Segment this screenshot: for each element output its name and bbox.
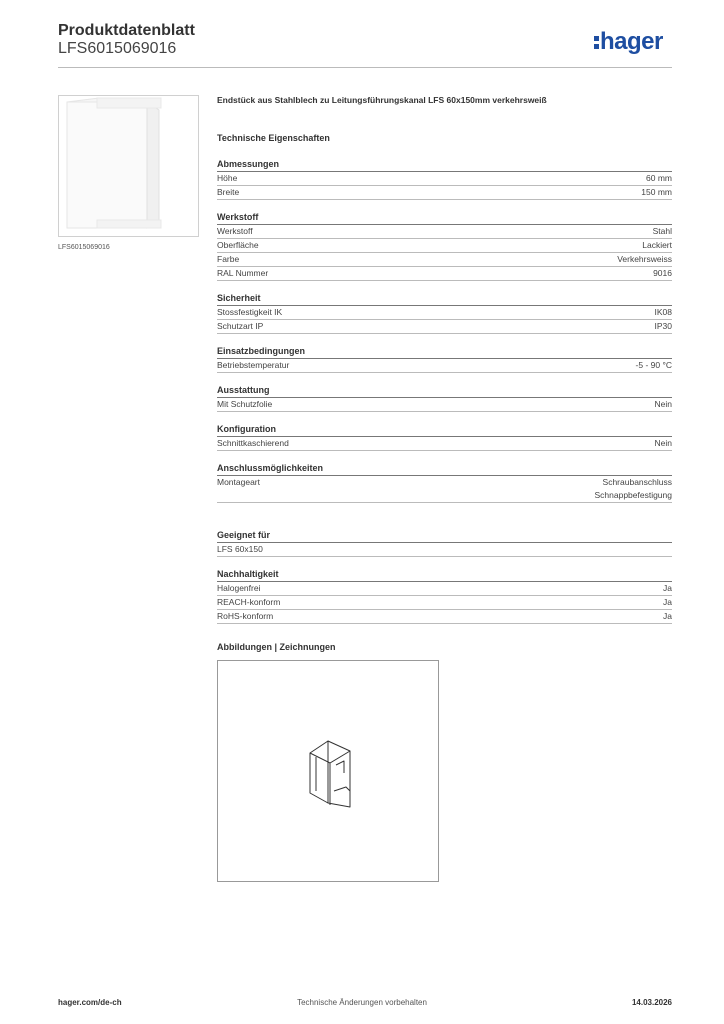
group-suitable-for bbox=[217, 529, 672, 557]
row-value-multi bbox=[594, 476, 672, 502]
end-piece-drawing-icon bbox=[306, 733, 356, 813]
thumbnail-caption: LFS6015069016 bbox=[58, 244, 110, 251]
group-title: Nachhaltigkeit bbox=[217, 568, 672, 582]
row-value: Nein bbox=[654, 399, 672, 409]
row-value: Schraubanschluss bbox=[602, 477, 672, 487]
row-label: Schutzart IP bbox=[217, 321, 264, 331]
product-title: Endstück aus Stahlblech zu Leitungsführungskanal LFS 60x150mm verkehrsweiß bbox=[217, 95, 547, 105]
row-label: Farbe bbox=[217, 254, 240, 264]
hager-logo[interactable] bbox=[594, 28, 663, 56]
row-label: Mit Schutzfolie bbox=[217, 399, 273, 409]
group-configuration bbox=[217, 423, 672, 451]
table-row bbox=[217, 225, 672, 239]
footer-date: 14.03.2026 bbox=[631, 998, 672, 1007]
row-value: Verkehrsweiss bbox=[617, 254, 672, 264]
group-title: Konfiguration bbox=[217, 423, 672, 437]
table-row bbox=[217, 172, 672, 186]
group-operating-conditions bbox=[217, 345, 672, 373]
logo-text: hager bbox=[600, 28, 663, 55]
header-divider bbox=[58, 67, 672, 68]
footer-website-link[interactable]: hager.com/de-ch bbox=[58, 998, 122, 1007]
table-row bbox=[217, 320, 672, 334]
group-title: Ausstattung bbox=[217, 384, 672, 398]
group-title: Anschlussmöglichkeiten bbox=[217, 462, 672, 476]
table-row bbox=[217, 476, 672, 503]
row-value: Lackiert bbox=[642, 240, 672, 250]
group-title: Einsatzbedingungen bbox=[217, 345, 672, 359]
row-label: Höhe bbox=[217, 173, 238, 183]
row-value: 150 mm bbox=[641, 187, 672, 197]
drawing-frame bbox=[217, 660, 439, 882]
group-title: Sicherheit bbox=[217, 292, 672, 306]
figures-heading: Abbildungen | Zeichnungen bbox=[217, 642, 336, 652]
table-row bbox=[217, 359, 672, 373]
group-title: Geeignet für bbox=[217, 529, 672, 543]
header-title: Produktdatenblatt bbox=[58, 22, 195, 39]
group-connection-options bbox=[217, 462, 672, 503]
group-material bbox=[217, 211, 672, 281]
table-row bbox=[217, 306, 672, 320]
group-safety bbox=[217, 292, 672, 334]
row-label: Stossfestigkeit IK bbox=[217, 307, 283, 317]
group-equipment bbox=[217, 384, 672, 412]
row-label: Werkstoff bbox=[217, 226, 253, 236]
tech-heading: Technische Eigenschaften bbox=[217, 133, 330, 143]
row-value: 9016 bbox=[653, 268, 672, 278]
article-number: LFS6015069016 bbox=[58, 40, 177, 57]
row-label: REACH-konform bbox=[217, 597, 281, 607]
row-value: Nein bbox=[654, 438, 672, 448]
table-row bbox=[217, 398, 672, 412]
row-value: 60 mm bbox=[646, 173, 672, 183]
footer-disclaimer: Technische Änderungen vorbehalten bbox=[297, 998, 427, 1007]
row-label: RAL Nummer bbox=[217, 268, 269, 278]
table-row bbox=[217, 239, 672, 253]
row-value: IP30 bbox=[654, 321, 672, 331]
row-label: Betriebstemperatur bbox=[217, 360, 290, 370]
row-label: Breite bbox=[217, 187, 240, 197]
table-row bbox=[217, 582, 672, 596]
row-value: IK08 bbox=[654, 307, 672, 317]
row-value-secondary: Schnappbefestigung bbox=[594, 490, 672, 500]
row-label: Schnittkaschierend bbox=[217, 438, 289, 448]
row-value: Ja bbox=[663, 597, 672, 607]
table-row bbox=[217, 610, 672, 624]
table-row bbox=[217, 253, 672, 267]
group-sustainability bbox=[217, 568, 672, 624]
row-value: -5 - 90 °C bbox=[635, 360, 672, 370]
product-details bbox=[217, 95, 672, 882]
row-value: Ja bbox=[663, 611, 672, 621]
row-label: Montageart bbox=[217, 477, 260, 487]
product-thumbnail bbox=[58, 95, 199, 237]
table-row bbox=[217, 267, 672, 281]
group-dimensions bbox=[217, 158, 672, 200]
row-label: RoHS-konform bbox=[217, 611, 274, 621]
row-label: LFS 60x150 bbox=[217, 544, 263, 554]
row-label: Oberfläche bbox=[217, 240, 259, 250]
table-row bbox=[217, 437, 672, 451]
row-value: Stahl bbox=[652, 226, 672, 236]
row-label: Halogenfrei bbox=[217, 583, 261, 593]
row-value: Ja bbox=[663, 583, 672, 593]
table-row bbox=[217, 543, 672, 557]
group-title: Werkstoff bbox=[217, 211, 672, 225]
table-row bbox=[217, 186, 672, 200]
end-piece-thumbnail-icon bbox=[59, 96, 198, 236]
group-title: Abmessungen bbox=[217, 158, 672, 172]
table-row bbox=[217, 596, 672, 610]
logo-dots-icon bbox=[594, 33, 599, 52]
